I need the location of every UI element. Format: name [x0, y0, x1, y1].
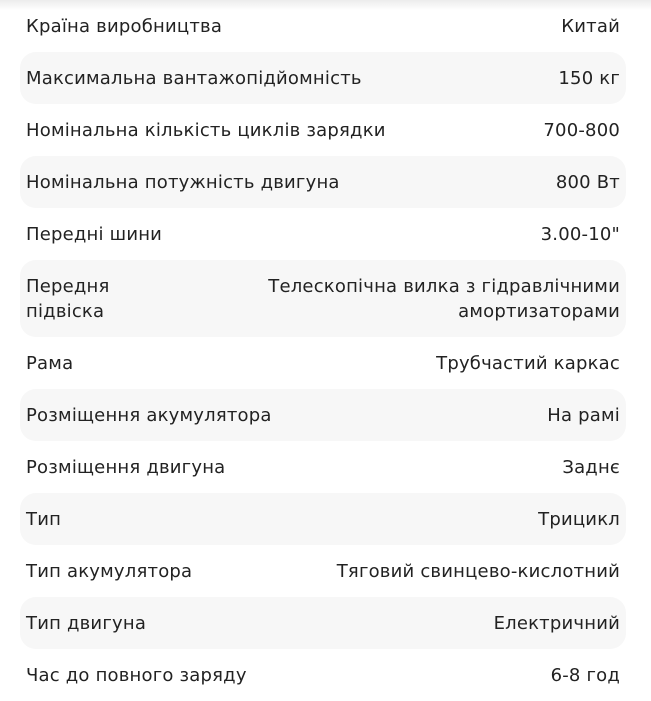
spec-row: [20, 441, 626, 493]
spec-value: Тяговий свинцево-кислотний: [336, 560, 620, 582]
spec-label: Розміщення двигуна: [26, 456, 226, 478]
spec-label: Тип: [26, 508, 62, 530]
spec-row: [20, 545, 626, 597]
spec-value: Китай: [561, 15, 620, 37]
spec-label: Рама: [26, 352, 74, 374]
spec-row: [20, 389, 626, 441]
spec-value: 800 Вт: [555, 171, 620, 193]
spec-value: 6-8 год: [550, 664, 620, 686]
spec-row: [20, 260, 626, 337]
spec-value: Телескопічна вилка з гідравлічними амортизаторами: [268, 275, 620, 322]
spec-label: Країна виробництва: [26, 15, 223, 37]
spec-value: Трицикл: [538, 508, 620, 530]
spec-value: На рамі: [547, 404, 620, 426]
spec-value: Трубчастий каркас: [436, 352, 620, 374]
spec-value: 150 кг: [558, 67, 620, 89]
spec-label: Передня підвіска: [26, 275, 110, 322]
spec-row: [20, 0, 626, 52]
spec-label: Розміщення акумулятора: [26, 404, 272, 426]
spec-value: Заднє: [562, 456, 620, 478]
specs-table: [20, 0, 626, 701]
spec-label: Передні шини: [26, 223, 163, 245]
spec-label: Час до повного заряду: [26, 664, 247, 686]
spec-label: Максимальна вантажопідйомність: [26, 67, 362, 89]
spec-row: [20, 649, 626, 701]
spec-row: [20, 337, 626, 389]
spec-label: Номінальна потужність двигуна: [26, 171, 340, 193]
spec-label: Тип акумулятора: [26, 560, 193, 582]
spec-value: Електричний: [493, 612, 620, 634]
spec-value: 3.00-10": [540, 223, 620, 245]
spec-row: [20, 493, 626, 545]
spec-row: [20, 104, 626, 156]
spec-row: [20, 208, 626, 260]
spec-label: Тип двигуна: [26, 612, 147, 634]
spec-row: [20, 52, 626, 104]
spec-row: [20, 156, 626, 208]
spec-label: Номінальна кількість циклів зарядки: [26, 119, 386, 141]
spec-row: [20, 597, 626, 649]
spec-value: 700-800: [543, 119, 620, 141]
